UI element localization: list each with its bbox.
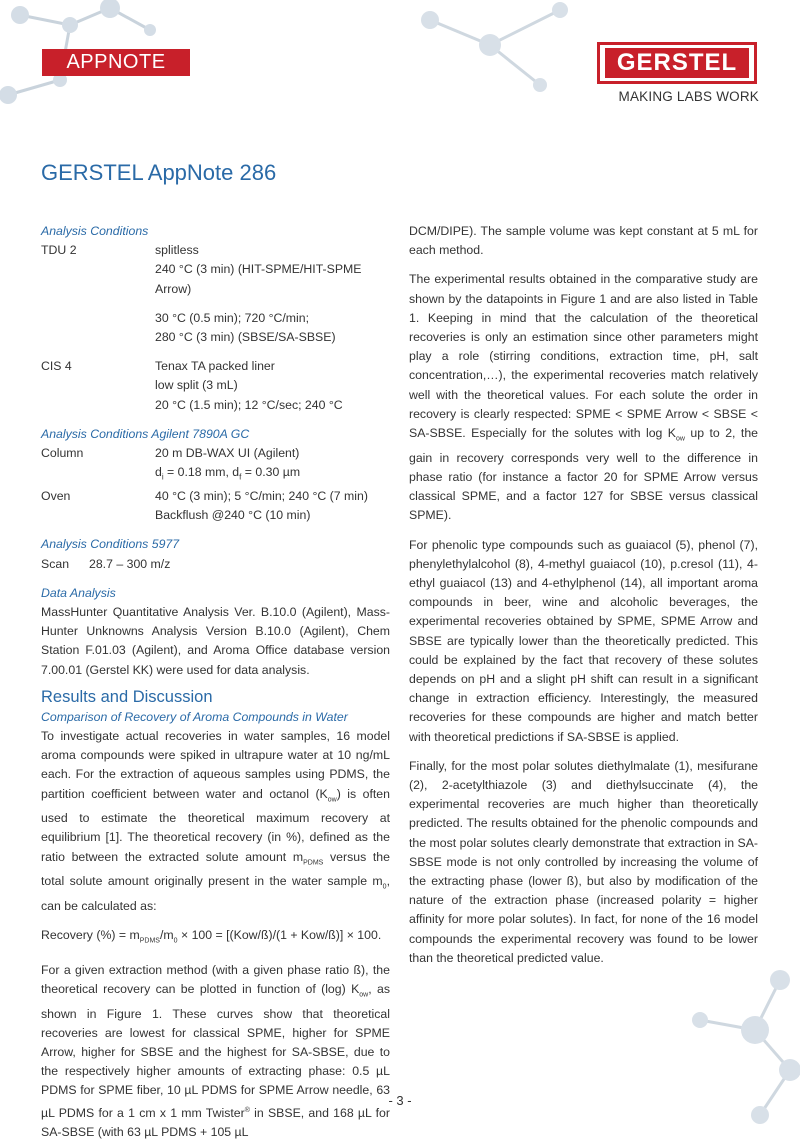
scan-value: 28.7 – 300 m/z [89, 556, 171, 571]
page-number: - 3 - [388, 1093, 412, 1108]
left-column [41, 222, 390, 1142]
ms-conditions-heading: Analysis Conditions 5977 [41, 537, 180, 552]
oven-line: 40 °C (3 min); 5 °C/min; 240 °C (7 min) [155, 488, 368, 503]
cis-label: CIS 4 [41, 359, 72, 374]
tdu-row [41, 241, 390, 347]
tdu-label: TDU 2 [41, 243, 77, 258]
comparison-heading: Comparison of Recovery of Aroma Compounds in Water [41, 709, 348, 724]
recovery-paragraph: To investigate actual recoveries in water samples, 16 model aroma compounds were spiked in ultrapure water at 10 ng/mL each. For the extraction of aqueous samples using PDMS, the partition coefficient between water and octanol $(K_{ow})$ is often used to estimate the theoretical maximum recovery at equilibrium [1]. The theoretical recovery (in %), defined as the ratio between the extracted solute amount $m_{PDMS}$ versus the total solute amount originally present in the water sample $m_0$, can be calculated as: [41, 728, 390, 913]
scan-row [41, 555, 390, 574]
oven-line: Backflush @240 °C (10 min) [155, 508, 311, 523]
scan-label: Scan [41, 556, 70, 571]
gc-conditions-heading: Analysis Conditions Agilent 7890A GC [41, 426, 250, 441]
gerstel-logo [597, 42, 757, 84]
data-analysis-text: MassHunter Quantitative Analysis Ver. B.10.0 (Agilent), Mass-Hunter Unknowns Analysis Version B.10.0 (Agilent), Chem Station F.01.03 (Agilent), and Aroma Office database version 7.00.01 (Gerstel KK) were used for data analysis. [41, 604, 390, 677]
appnote-tag: APPNOTE [42, 49, 190, 76]
recovery-equation: Recovery (%) = $m_{PDMS}/m_0 \times 100$ = [(Kow/ß)/(1 + Kow/ß)] × 100. [41, 928, 382, 945]
phenolic-compounds-paragraph: For phenolic type compounds such as guaiacol (5), phenol (7), phenylethylalcohol (8), 4-methyl guaiacol (10), p.cresol (11), 4-ethyl guaiacol (13) and 4-ethylphenol (14), all important aroma compounds in beer, wine and alcoholic beverages, the experimental recoveries obtained by SPME, SPME Arrow and SBSE are typically lower than the theoretically predicted. This could be explained by the fact that recovery of these solutes depends on pH and a slight pH shift can result in a significant change in extraction efficiency. Interestingly, the measured recoveries for these compounds are higher and match better with theoretical predictions if SA-SBSE is applied. [409, 537, 758, 744]
logo-text: GERSTEL [605, 48, 749, 78]
tdu-line: 280 °C (3 min) (SBSE/SA-SBSE) [155, 330, 336, 345]
cis-line: 20 °C (1.5 min); 12 °C/sec; 240 °C [155, 397, 343, 412]
right-column [409, 222, 758, 968]
logo-tagline: MAKING LABS WORK [618, 89, 759, 104]
cis-line: low split (3 mL) [155, 378, 238, 393]
results-heading: Results and Discussion [41, 687, 213, 706]
tdu-line: 30 °C (0.5 min); 720 °C/min; [155, 310, 310, 325]
analysis-conditions-heading: Analysis Conditions [41, 224, 149, 238]
cis-line: Tenax TA packed liner [155, 359, 275, 374]
phase-ratio-paragraph: For a given extraction method (with a given phase ratio ß), the theoretical recovery can be plotted in function of (log) $K_{ow}$, as shown in Figure 1. These curves show that theoretical recoveries are lowest for classical SPME, higher for SPME Arrow, higher for SBSE and the highest for SA-SBSE, due to the respectively higher amounts of extracting phase: 0.5 µL PDMS for SPME fiber, 10 µL PDMS for SPME Arrow needle, 63 µL PDMS for a 1 cm x 1 mm Twister® in SBSE, and 168 µL for SA-SBSE (with 63 µL PDMS + 105 µL [41, 962, 390, 1139]
tdu-line: splitless [155, 243, 199, 258]
polar-solutes-paragraph: Finally, for the most polar solutes diethylmalate (1), mesifurane (2), 2-acetylthiazole (3) and diethylsuccinate (4), the experimental recoveries are much higher than theoretically predicted. The results obtained for the phenolic compounds and the most polar solutes clearly demonstrate that extraction in SA-SBSE mode is not only controlled by increasing the volume of the extracting phase (lower ß), but also by modification of the nature of the extraction phase (increased polarity = higher affinity for more polar solutes). In fact, for none of the 16 model compounds the experimental recovery was found to be lower than the theoretical predicted value. [409, 758, 758, 965]
oven-label: Oven [41, 488, 71, 503]
column-row [41, 444, 390, 487]
column-label: Column [41, 446, 84, 461]
molecule-decoration-top-right [400, 0, 610, 100]
column-dimensions: $d_i = 0.18$ mm, $d_f = 0.30$ µm [155, 465, 301, 482]
oven-row [41, 487, 390, 525]
experimental-results-paragraph: The experimental results obtained in the comparative study are shown by the datapoints in Figure 1 and are also listed in Table 1. Keeping in mind that the calculation of the theoretical recoveries is only an estimation since other parameters might play a role (stirring conditions, extraction time, pH, salt concentration,…), the experimental recoveries match relatively well with the theoretical values. For each solute the order in recovery is clearly respected: SPME < SPME Arrow < SBSE < SA-SBSE. Especially for the solutes with $\log K_{ow}$ up to 2, the gain in recovery corresponds very well to the difference in phase ratio (for instance a factor 20 for SPME Arrow versus classical SPME, and a factor 127 for SBSE versus classical SPME). [409, 272, 758, 523]
tdu-line: 240 °C (3 min) (HIT-SPME/HIT-SPME Arrow) [155, 262, 362, 296]
data-analysis-heading: Data Analysis [41, 585, 116, 600]
column-line: 20 m DB-WAX UI (Agilent) [155, 446, 300, 461]
cis-row [41, 357, 390, 415]
page-title: GERSTEL AppNote 286 [41, 160, 277, 185]
sample-volume-paragraph: DCM/DIPE). The sample volume was kept constant at 5 mL for each method. [409, 224, 758, 258]
